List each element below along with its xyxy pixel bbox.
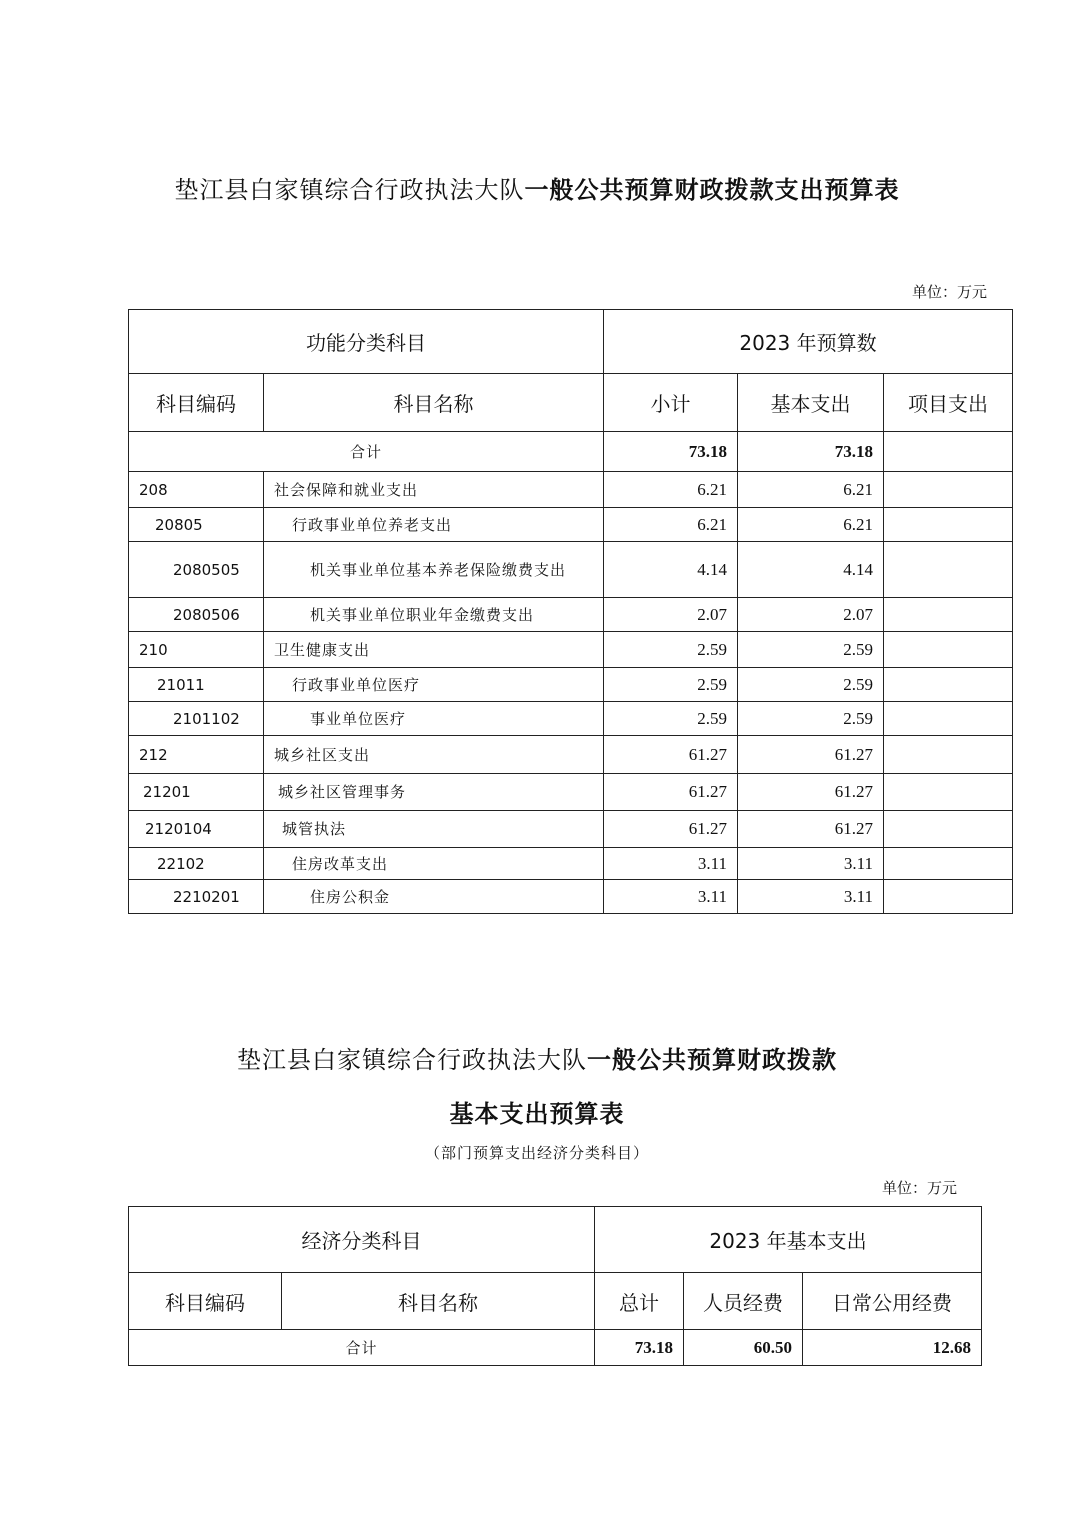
row-project [884, 736, 1013, 774]
row-code: 2210201 [129, 880, 264, 914]
table2-subnote: （部门预算支出经济分类科目） [424, 1144, 649, 1162]
table-row [129, 774, 1013, 811]
table2-title-bold: 一般公共预算财政拨款 [587, 1045, 837, 1074]
row-basic: 2.07 [738, 598, 884, 632]
table1-total-label: 合计 [129, 432, 604, 472]
row-basic: 61.27 [738, 736, 884, 774]
table1-col-basic: 基本支出 [738, 374, 884, 432]
row-subtotal: 3.11 [604, 880, 738, 914]
row-name: 机关事业单位职业年金缴费支出 [264, 598, 604, 632]
table1-column-header-row [129, 374, 1013, 432]
table2-total-personnel: 60.50 [684, 1330, 803, 1366]
row-project [884, 668, 1013, 702]
table1-title-bold: 一般公共预算财政拨款支出预算表 [524, 175, 900, 204]
row-subtotal: 2.59 [604, 702, 738, 736]
table1-group-header-row [129, 310, 1013, 374]
row-subtotal: 61.27 [604, 811, 738, 848]
table-row [129, 632, 1013, 668]
row-subtotal: 2.59 [604, 632, 738, 668]
table1-unit: 单位：万元 [912, 283, 988, 301]
table-row [129, 880, 1013, 914]
table2-title-line2 [0, 1094, 1074, 1129]
table2-col-total: 总计 [595, 1273, 684, 1330]
row-project [884, 702, 1013, 736]
row-basic: 3.11 [738, 848, 884, 880]
table1-total-basic: 73.18 [738, 432, 884, 472]
row-basic: 2.59 [738, 668, 884, 702]
table-row [129, 811, 1013, 848]
table2-col-name: 科目名称 [282, 1273, 595, 1330]
row-basic: 6.21 [738, 472, 884, 508]
row-subtotal: 2.59 [604, 668, 738, 702]
row-basic: 61.27 [738, 811, 884, 848]
row-project [884, 632, 1013, 668]
table1-col-code: 科目编码 [129, 374, 264, 432]
table1-group-right: 2023 年预算数 [604, 310, 1013, 374]
row-project [884, 880, 1013, 914]
row-code: 2080505 [129, 542, 264, 598]
row-code: 2080506 [129, 598, 264, 632]
table-row [129, 598, 1013, 632]
table2-total-public: 12.68 [803, 1330, 982, 1366]
row-subtotal: 6.21 [604, 472, 738, 508]
table2-total-total: 73.18 [595, 1330, 684, 1366]
row-name: 卫生健康支出 [264, 632, 604, 668]
row-code: 2101102 [129, 702, 264, 736]
table1-total-subtotal: 73.18 [604, 432, 738, 472]
table2-group-left: 经济分类科目 [129, 1207, 595, 1273]
table2-title-line2-text: 基本支出预算表 [449, 1099, 625, 1128]
row-code: 21011 [129, 668, 264, 702]
row-code: 20805 [129, 508, 264, 542]
row-basic: 61.27 [738, 774, 884, 811]
table-row [129, 736, 1013, 774]
row-basic: 6.21 [738, 508, 884, 542]
row-code: 208 [129, 472, 264, 508]
table2-column-header-row [129, 1273, 982, 1330]
row-name: 城乡社区支出 [264, 736, 604, 774]
table-row [129, 472, 1013, 508]
table2-col-public: 日常公用经费 [803, 1273, 982, 1330]
table1-col-subtotal: 小计 [604, 374, 738, 432]
table2-total-row [129, 1330, 982, 1366]
row-name: 行政事业单位养老支出 [264, 508, 604, 542]
row-basic: 4.14 [738, 542, 884, 598]
table-row [129, 542, 1013, 598]
row-basic: 2.59 [738, 702, 884, 736]
row-subtotal: 6.21 [604, 508, 738, 542]
table2-total-label: 合计 [129, 1330, 595, 1366]
row-project [884, 472, 1013, 508]
row-code: 21201 [129, 774, 264, 811]
row-basic: 3.11 [738, 880, 884, 914]
table1-total-project [884, 432, 1013, 472]
row-project [884, 848, 1013, 880]
row-name: 行政事业单位医疗 [264, 668, 604, 702]
row-name: 事业单位医疗 [264, 702, 604, 736]
table2-title-normal: 垫江县白家镇综合行政执法大队 [237, 1046, 587, 1074]
table-row [129, 848, 1013, 880]
table1-col-name: 科目名称 [264, 374, 604, 432]
table1-col-project: 项目支出 [884, 374, 1013, 432]
table2-group-header-row [129, 1207, 982, 1273]
table1-total-row [129, 432, 1013, 472]
row-name: 机关事业单位基本养老保险缴费支出 [264, 542, 604, 598]
row-project [884, 774, 1013, 811]
row-project [884, 811, 1013, 848]
table2-title [0, 1040, 1074, 1075]
table1-title-normal: 垫江县白家镇综合行政执法大队 [174, 176, 525, 204]
row-project [884, 542, 1013, 598]
row-code: 212 [129, 736, 264, 774]
table1 [128, 309, 1013, 914]
row-project [884, 598, 1013, 632]
row-name: 城乡社区管理事务 [264, 774, 604, 811]
row-code: 210 [129, 632, 264, 668]
row-code: 2120104 [129, 811, 264, 848]
table-row [129, 668, 1013, 702]
row-subtotal: 61.27 [604, 774, 738, 811]
row-name: 城管执法 [264, 811, 604, 848]
row-project [884, 508, 1013, 542]
row-subtotal: 61.27 [604, 736, 738, 774]
row-subtotal: 4.14 [604, 542, 738, 598]
table1-title [0, 170, 1074, 205]
table2-unit: 单位：万元 [882, 1179, 958, 1197]
table2-col-code: 科目编码 [129, 1273, 282, 1330]
row-name: 住房公积金 [264, 880, 604, 914]
table2 [128, 1206, 982, 1366]
row-name: 社会保障和就业支出 [264, 472, 604, 508]
row-basic: 2.59 [738, 632, 884, 668]
table2-group-right: 2023 年基本支出 [595, 1207, 982, 1273]
table-row [129, 508, 1013, 542]
row-subtotal: 3.11 [604, 848, 738, 880]
row-subtotal: 2.07 [604, 598, 738, 632]
row-name: 住房改革支出 [264, 848, 604, 880]
table1-group-left: 功能分类科目 [129, 310, 604, 374]
table-row [129, 702, 1013, 736]
table2-col-personnel: 人员经费 [684, 1273, 803, 1330]
row-code: 22102 [129, 848, 264, 880]
